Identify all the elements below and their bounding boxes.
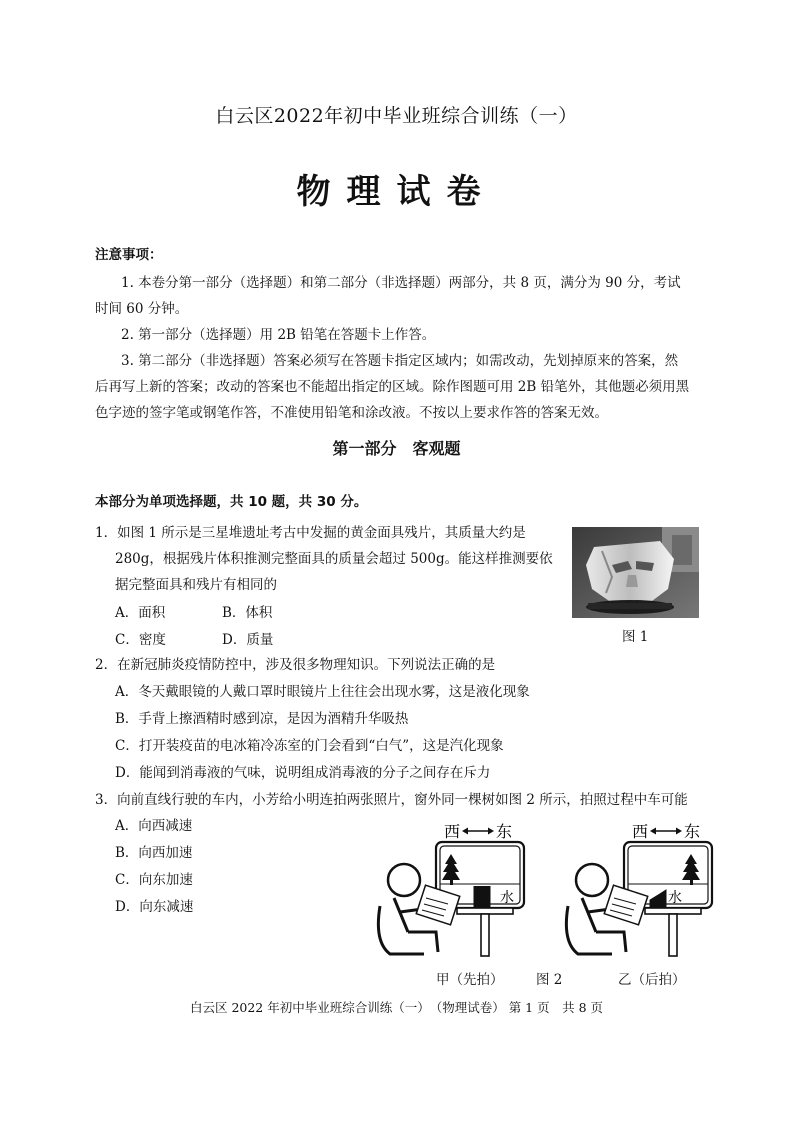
- part1-intro: 本部分为单项选择题，共 10 题，共 30 分。: [95, 494, 368, 510]
- tree-icon: [682, 854, 700, 885]
- double-arrow-icon: [650, 828, 682, 835]
- notice-item-3-line-3: 色字迹的签字笔或钢笔作答，不准使用铅笔和涂改液。不按以上要求作答的答案无效。: [95, 405, 608, 421]
- q1-stem-line-2: 280g，根据残片体积推测完整面具的质量会超过 500g。能这样推测要依: [115, 551, 553, 567]
- q3-option-a: A．向西减速: [115, 818, 193, 834]
- q1-option-c: C．密度: [115, 632, 166, 648]
- q3-option-d: D．向东减速: [115, 899, 194, 915]
- water-label-left: 水: [500, 890, 514, 906]
- west-label-right: 西: [632, 822, 649, 841]
- gold-mask-photo-image: [572, 527, 699, 618]
- east-label-left: 东: [496, 822, 513, 841]
- q2-option-a: A．冬天戴眼镜的人戴口罩时眼镜片上往往会出现水雾，这是液化现象: [115, 684, 530, 700]
- q2-stem: 2．在新冠肺炎疫情防控中，涉及很多物理知识。下列说法正确的是: [95, 657, 496, 673]
- exam-title: 物理试卷: [296, 172, 497, 212]
- east-label-right: 东: [684, 822, 701, 841]
- notice-heading: 注意事项：: [95, 247, 163, 263]
- part1-heading: 第一部分 客观题: [332, 439, 461, 458]
- q1-stem-line-3: 据完整面具和残片有相同的: [115, 577, 277, 593]
- exam-subtitle: 白云区2022年初中毕业班综合训练（一）: [215, 105, 578, 127]
- scene-jia: [378, 822, 524, 956]
- notice-item-2: 2. 第一部分（选择题）用 2B 铅笔在答题卡上作答。: [121, 327, 436, 343]
- figure-1-caption: 图 1: [622, 629, 649, 645]
- double-arrow-icon: [462, 828, 494, 835]
- tree-icon: [442, 854, 460, 885]
- scene-yi: [566, 822, 712, 956]
- gold-mask-photo: [572, 527, 699, 618]
- q1-option-a: A．面积: [115, 605, 166, 621]
- figure-2-drawing: [360, 812, 720, 972]
- q1-stem-line-1: 1．如图 1 所示是三星堆遗址考古中发掘的黄金面具残片，其质量大约是: [95, 525, 526, 541]
- q2-option-b: B．手背上擦酒精时感到凉，是因为酒精升华吸热: [115, 711, 409, 727]
- q1-option-b: B．体积: [222, 605, 273, 621]
- q2-option-c: C．打开装疫苗的电冰箱冷冻室的门会看到“白气”，这是汽化现象: [115, 738, 504, 754]
- page-footer: 白云区 2022 年初中毕业班综合训练（一） （物理试卷） 第 1 页 共 8 页: [189, 1000, 604, 1015]
- figure-2-caption-jia: 甲（先拍）: [436, 972, 504, 988]
- figure-2-caption-yi: 乙（后拍）: [618, 972, 686, 988]
- q3-option-b: B．向西加速: [115, 845, 193, 861]
- water-label-right: 水: [668, 890, 682, 906]
- notice-item-1-line-2: 时间 60 分钟。: [95, 301, 189, 317]
- notice-item-3-line-2: 后再写上新的答案；改动的答案也不能超出指定的区域。除作图题可用 2B 铅笔外，其他题必须用黑: [95, 379, 690, 395]
- q3-option-c: C．向东加速: [115, 872, 193, 888]
- notice-item-3-line-1: 3. 第二部分（非选择题）答案必须写在答题卡指定区域内；如需改动，先划掉原来的答案，然: [121, 353, 679, 369]
- west-label-left: 西: [444, 822, 461, 841]
- notice-item-1-line-1: 1. 本卷分第一部分（选择题）和第二部分（非选择题）两部分，共 8 页，满分为 90 分，考试: [121, 275, 681, 291]
- q1-option-d: D．质量: [222, 632, 274, 648]
- figure-2-caption: 图 2: [536, 972, 563, 988]
- q2-option-d: D．能闻到消毒液的气味，说明组成消毒液的分子之间存在斥力: [115, 765, 491, 781]
- q3-stem: 3．向前直线行驶的车内，小芳给小明连拍两张照片，窗外同一棵树如图 2 所示，拍照过程中车可能: [95, 792, 688, 808]
